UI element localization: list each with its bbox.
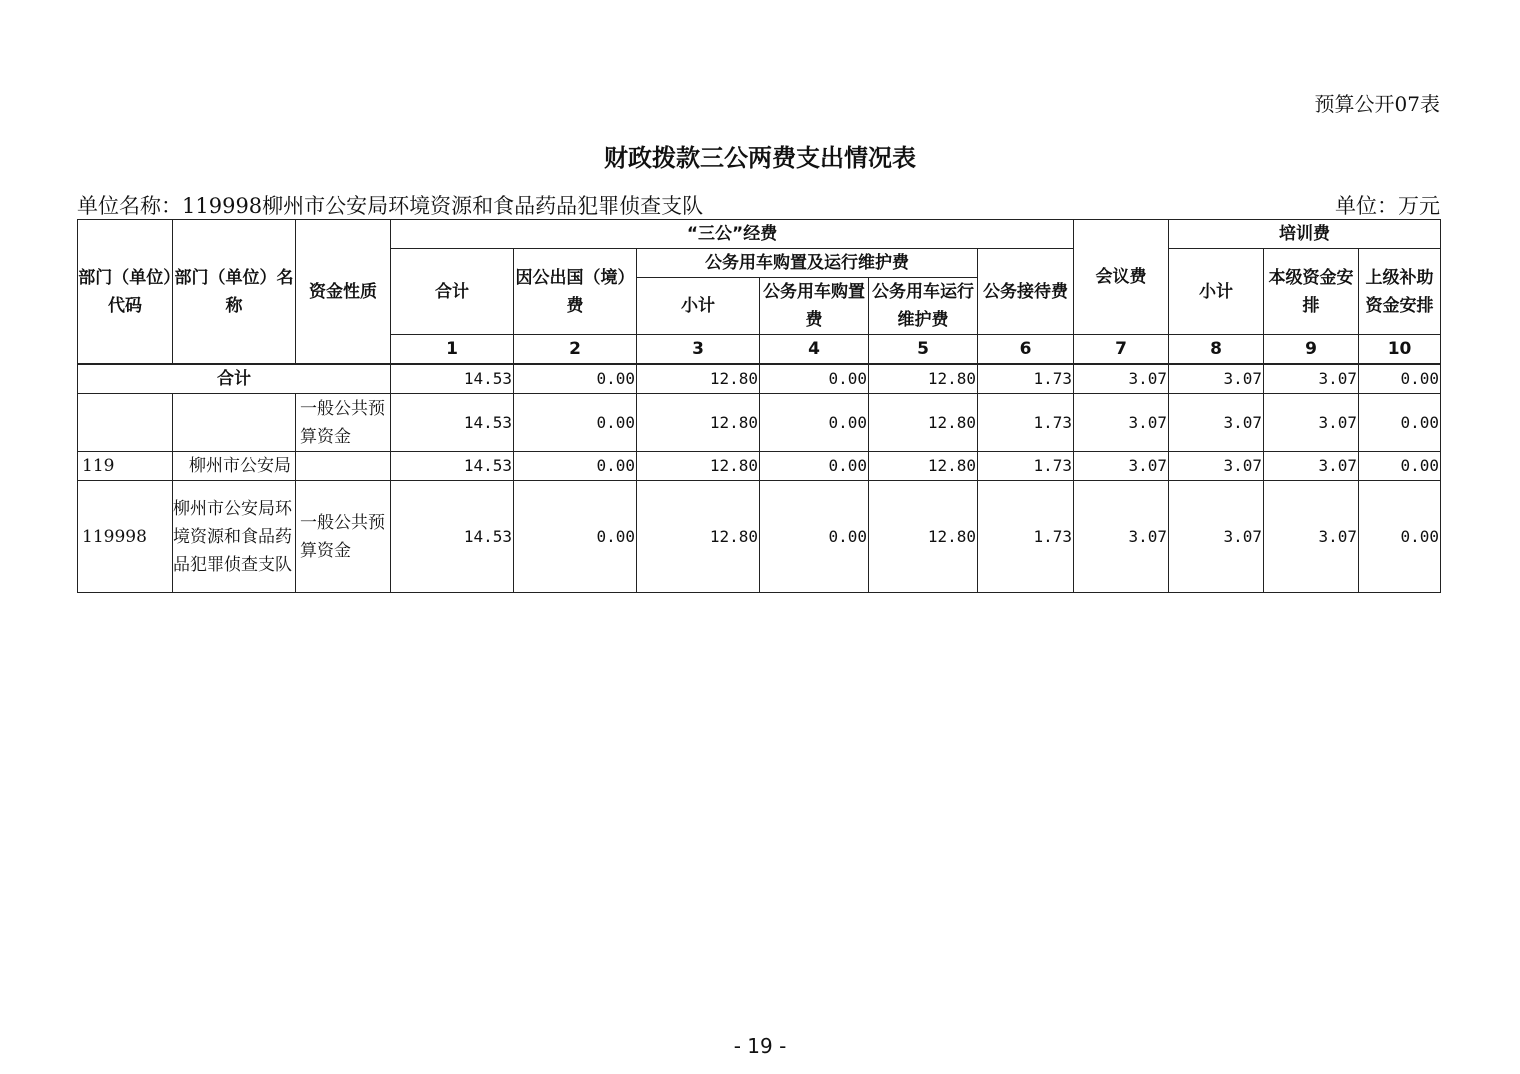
table-cell: 12.80 xyxy=(869,452,978,481)
table-cell: 3.07 xyxy=(1169,394,1264,452)
header-sangong: “三公”经费 xyxy=(391,220,1074,249)
header-dept-code: 部门（单位）代码 xyxy=(78,220,173,365)
table-row xyxy=(78,481,1441,593)
table-cell: 1.73 xyxy=(978,481,1074,593)
col-num: 10 xyxy=(1359,335,1441,365)
table-row xyxy=(78,394,1441,452)
row-name: 柳州市公安局 xyxy=(173,452,296,481)
header-training-upper: 上级补助资金安排 xyxy=(1359,249,1441,335)
table-cell: 0.00 xyxy=(760,364,869,394)
header-vehicle: 公务用车购置及运行维护费 xyxy=(637,249,978,278)
budget-table xyxy=(77,219,1441,593)
table-cell: 0.00 xyxy=(1359,364,1441,394)
table-cell: 3.07 xyxy=(1264,364,1359,394)
table-cell: 12.80 xyxy=(869,364,978,394)
table-cell: 12.80 xyxy=(637,394,760,452)
row-code: 119 xyxy=(78,452,173,481)
header-training: 培训费 xyxy=(1169,220,1441,249)
table-cell: 1.73 xyxy=(978,394,1074,452)
header-reception: 公务接待费 xyxy=(978,249,1074,335)
table-cell: 14.53 xyxy=(391,394,514,452)
header-vehicle-subtotal: 小计 xyxy=(637,278,760,335)
table-row xyxy=(78,452,1441,481)
table-cell: 14.53 xyxy=(391,481,514,593)
header-dept-name: 部门（单位）名称 xyxy=(173,220,296,365)
col-num: 5 xyxy=(869,335,978,365)
header-fund-nature: 资金性质 xyxy=(296,220,391,365)
form-number: 预算公开07表 xyxy=(1314,92,1440,116)
table-cell: 0.00 xyxy=(514,364,637,394)
table-cell: 12.80 xyxy=(869,394,978,452)
table-cell: 0.00 xyxy=(514,394,637,452)
page-title: 财政拨款三公两费支出情况表 xyxy=(604,144,916,172)
table-cell: 0.00 xyxy=(514,452,637,481)
table-cell: 12.80 xyxy=(637,364,760,394)
header-vehicle-purchase: 公务用车购置费 xyxy=(760,278,869,335)
table-cell: 0.00 xyxy=(760,452,869,481)
header-training-subtotal: 小计 xyxy=(1169,249,1264,335)
header-total: 合计 xyxy=(391,249,514,335)
col-num: 1 xyxy=(391,335,514,365)
row-nature xyxy=(296,452,391,481)
total-row xyxy=(78,364,1441,394)
table-cell: 12.80 xyxy=(637,481,760,593)
row-name xyxy=(173,394,296,452)
row-nature: 一般公共预算资金 xyxy=(296,394,391,452)
table-cell: 3.07 xyxy=(1074,452,1169,481)
table-cell: 1.73 xyxy=(978,452,1074,481)
table-cell: 0.00 xyxy=(760,394,869,452)
page-number: - 19 - xyxy=(733,1034,787,1058)
col-num: 3 xyxy=(637,335,760,365)
row-code xyxy=(78,394,173,452)
table-cell: 0.00 xyxy=(1359,481,1441,593)
table-cell: 14.53 xyxy=(391,364,514,394)
table-cell: 3.07 xyxy=(1074,394,1169,452)
table-cell: 3.07 xyxy=(1264,481,1359,593)
total-label: 合计 xyxy=(78,364,391,394)
header-training-local: 本级资金安排 xyxy=(1264,249,1359,335)
table-cell: 3.07 xyxy=(1169,481,1264,593)
header-meeting: 会议费 xyxy=(1074,220,1169,335)
table-cell: 14.53 xyxy=(391,452,514,481)
currency-unit: 单位：万元 xyxy=(1335,194,1440,218)
table-cell: 3.07 xyxy=(1074,364,1169,394)
row-nature: 一般公共预算资金 xyxy=(296,481,391,593)
unit-name: 单位名称：119998柳州市公安局环境资源和食品药品犯罪侦查支队 xyxy=(77,194,704,218)
table-cell: 1.73 xyxy=(978,364,1074,394)
table-cell: 0.00 xyxy=(1359,394,1441,452)
table-cell: 12.80 xyxy=(869,481,978,593)
header-abroad: 因公出国（境）费 xyxy=(514,249,637,335)
row-name: 柳州市公安局环境资源和食品药品犯罪侦查支队 xyxy=(173,481,296,593)
header-vehicle-maint: 公务用车运行维护费 xyxy=(869,278,978,335)
table-cell: 0.00 xyxy=(1359,452,1441,481)
col-num: 6 xyxy=(978,335,1074,365)
table-cell: 3.07 xyxy=(1074,481,1169,593)
col-num: 9 xyxy=(1264,335,1359,365)
col-num: 4 xyxy=(760,335,869,365)
col-num: 2 xyxy=(514,335,637,365)
col-num: 8 xyxy=(1169,335,1264,365)
table-cell: 3.07 xyxy=(1169,364,1264,394)
table-cell: 3.07 xyxy=(1169,452,1264,481)
table-cell: 3.07 xyxy=(1264,394,1359,452)
table-cell: 3.07 xyxy=(1264,452,1359,481)
row-code: 119998 xyxy=(78,481,173,593)
table-cell: 0.00 xyxy=(760,481,869,593)
col-num: 7 xyxy=(1074,335,1169,365)
table-cell: 0.00 xyxy=(514,481,637,593)
table-cell: 12.80 xyxy=(637,452,760,481)
